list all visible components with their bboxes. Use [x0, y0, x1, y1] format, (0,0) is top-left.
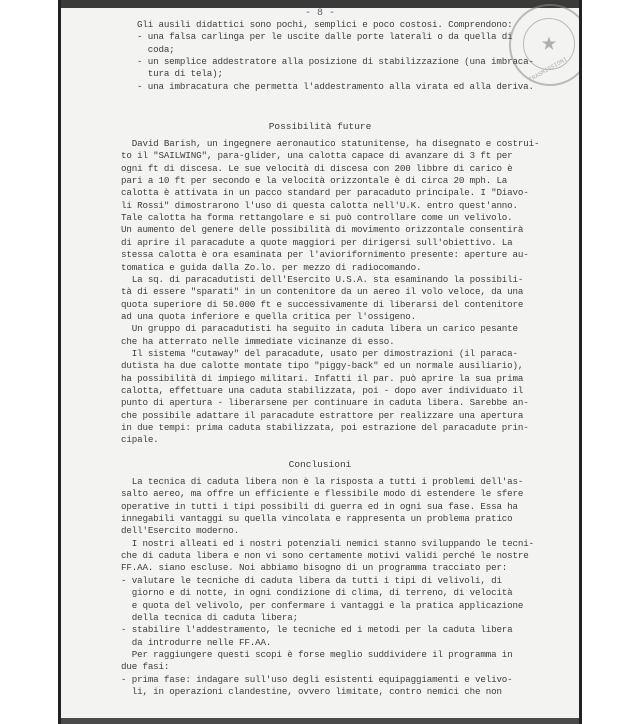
- paragraph-line: to il "SAILWING", para-glider, una calotta capace di avanzare di 3 ft per: [121, 150, 513, 162]
- section-title-future: Possibilità future: [268, 121, 372, 132]
- paragraph-line: La sq. di paracadutisti dell'Esercito U.S.A. sta esaminando la possibili-: [121, 273, 524, 285]
- paragraph-line: stessa calotta è ora esaminata per l'aviorifornimento presente: aperture au-: [121, 249, 529, 261]
- paragraph-line: David Barish, un ingegnere aeronautico statunitense, ha disegnato e costrui-: [121, 138, 540, 149]
- paragraph-line: cipale.: [121, 434, 159, 446]
- paragraph-line: La tecnica di caduta libera non è la risposta a tutti i problemi dell'as-: [121, 476, 524, 487]
- paragraph-line: Un gruppo di paracadutisti ha seguito in caduta libera un carico pesante: [121, 323, 518, 335]
- paragraph-line: - prima fase: indagare sull'uso degli esistenti equipaggiamenti e velivo-: [121, 673, 513, 685]
- intro-line: Gli ausili didattici sono pochi, semplici e poco costosi. Comprendono:: [137, 19, 513, 30]
- paragraph-line: dell'Esercito moderno.: [121, 525, 239, 537]
- paragraph-line: che di caduta libera e non vi sono certamente motivi validi perché le nostre: [121, 550, 529, 562]
- page-number: - 8 -: [304, 8, 335, 19]
- paragraph-line: di aprire il paracadute a quote maggiori per dirigersi sull'obiettivo. La: [121, 236, 513, 248]
- paragraph-line: ogni ft di discesa. Le sue velocità di discesa con 200 libbre di carico è: [121, 162, 513, 174]
- paragraph-line: e quota del velivolo, per confermare i vantaggi e la pratica applicazione: [121, 599, 524, 611]
- intro-line: - un semplice addestratore alla posizione di stabilizzazione (una imbraca-: [137, 56, 534, 68]
- scan-top-edge: [61, 0, 579, 8]
- paragraph-line: calotta, effettuare una caduta stabilizzata, poi - dopo aver individuato il: [121, 385, 524, 396]
- star-icon: ★: [541, 28, 557, 58]
- paragraph-line: Per raggiungere questi scopi è forse meglio suddividere il programma in: [121, 648, 513, 660]
- paragraph-line: FF.AA. siano escluse. Noi abbiamo bisogno di un programma tracciato per:: [121, 562, 508, 574]
- official-stamp: [509, 4, 579, 86]
- paragraph-line: che ha atterrato nelle immediate vicinanze di esso.: [121, 335, 395, 347]
- paragraph-line: da introdurre nelle FF.AA.: [121, 636, 272, 648]
- paragraph-line: tomatica e guida dalla Zo.lo. per mezzo di radiocomando.: [121, 261, 422, 273]
- paragraph-line: Un aumento del genere delle possibilità di movimento orizzontale consentirà: [121, 224, 524, 236]
- paragraph-line: Tale calotta ha forma rettangolare e si può controllare come un velivolo.: [121, 212, 513, 224]
- section-title-conclusions: Conclusioni: [288, 459, 352, 470]
- intro-line: - una imbracatura che permetta l'addestramento alla virata ed alla deriva.: [137, 80, 534, 92]
- paragraph-line: li Rossi" dimostrarono l'uso di questa calotta nell'U.K. entro quest'anno.: [121, 199, 518, 211]
- paragraph-line: li, in operazioni clandestine, ovvero limitate, contro nemici che non: [121, 685, 502, 697]
- paragraph-line: innegabili vantaggi su quella vincolata e rappresenta un problema pratico: [121, 513, 513, 525]
- paragraph-line: calotta è attivata in un pacco standard per paracaduto principale. I "Diavo-: [121, 187, 529, 199]
- stamp-text: TRASMISSIONI: [527, 55, 569, 84]
- document-page: [61, 0, 579, 724]
- scan-bottom-edge: [61, 718, 579, 724]
- paragraph-line: quota superiore di 50.000 ft e successivamente di liberarsi del contenitore: [121, 298, 524, 310]
- paragraph-line: della tecnica di caduta libera;: [121, 611, 298, 623]
- paragraph-line: in due tempi: prima caduta stabilizzata, poi estrazione del paracadute prin-: [121, 422, 529, 434]
- paragraph-line: ha possibilità di impiego militari. Infatti il par. può aprire la sua prima: [121, 372, 524, 384]
- paragraph-line: Il sistema "cutaway" del paracadute, usato per dimostrazioni (il paraca-: [121, 347, 518, 359]
- paragraph-line: - stabilire l'addestramento, le tecniche ed i metodi per la caduta libera: [121, 624, 513, 636]
- intro-line: coda;: [137, 43, 175, 55]
- paragraph-line: dutista ha due calotte montate tipo "piggy-back" ed un normale ausiliario),: [121, 360, 524, 372]
- paragraph-line: ad una quota inferiore e quella critica per l'ossigeno.: [121, 310, 416, 322]
- paragraph-line: che possibile adattare il paracadute estrattore per realizzare una apertura: [121, 409, 524, 421]
- intro-line: tura di tela);: [137, 68, 223, 80]
- intro-line: - una falsa carlinga per le uscite dalle porte laterali o da quella di: [137, 31, 513, 43]
- paragraph-line: operative in tutti i tipi possibili di guerra ed in ogni sua fase. Essa ha: [121, 500, 518, 512]
- paragraph-line: due fasi:: [121, 661, 170, 673]
- paragraph-line: - valutare le tecniche di caduta libera da tutti i tipi di velivoli, di: [121, 574, 502, 586]
- scan-right-border: [579, 0, 582, 724]
- paragraph-line: tà di essere "sparati" in un contenitore da un aereo il volo veloce, da una: [121, 286, 524, 298]
- paragraph-line: salto aereo, ma offre un efficiente e flessibile modo di estendere le sfere: [121, 488, 524, 500]
- paragraph-line: giorno e di notte, in ogni condizione di clima, di terreno, di velocità: [121, 587, 513, 599]
- paragraph-line: punto di apertura - liberarsene per continuare in caduta libera. Sarebbe an-: [121, 397, 529, 409]
- paragraph-line: pari a 10 ft per secondo e la velocità orizzontale è di circa 20 mph. La: [121, 175, 508, 187]
- paragraph-line: I nostri alleati ed i nostri potenziali nemici stanno sviluppando le tecni-: [121, 537, 534, 549]
